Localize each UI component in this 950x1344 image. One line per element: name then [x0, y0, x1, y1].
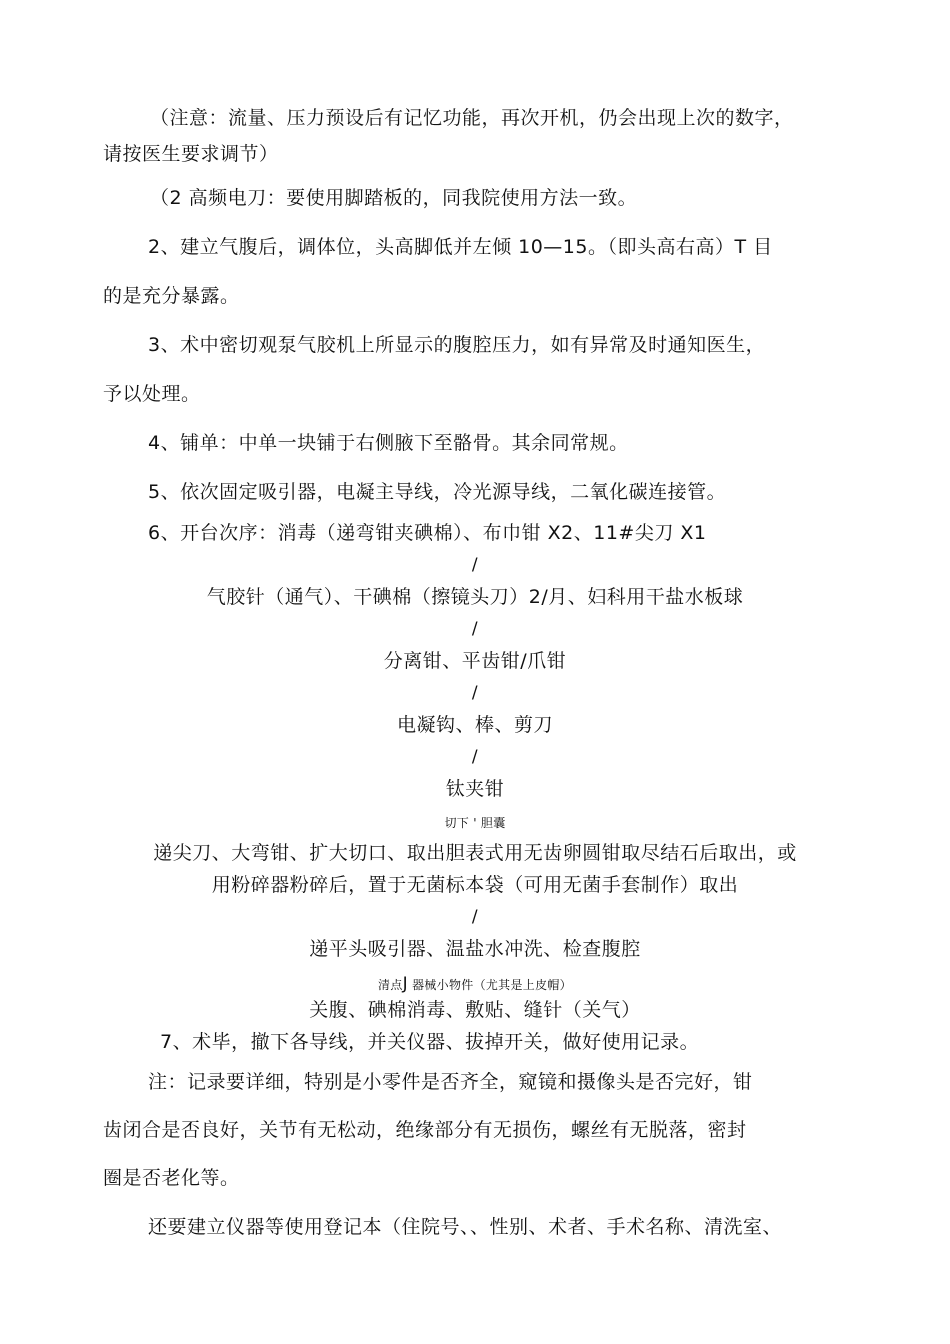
flow-note-cut: 切下 ' 胆囊 [444, 816, 506, 830]
flow-separator: / [471, 747, 479, 767]
flow-separator: / [471, 907, 479, 927]
flow-step-5-line-1: 递尖刀、大弯钳、扩大切口、取出胆表式用无齿卵圆钳取尽结石后取出，或 [153, 842, 797, 864]
flow-note-count-prefix: 清点 [378, 978, 403, 992]
paragraph-note-line-2: 请按医生要求调节） [103, 143, 279, 165]
flow-separator: / [471, 555, 479, 575]
flow-step-4: 钛夹钳 [445, 778, 505, 800]
flow-step-3: 电凝钩、棒、剪刀 [396, 714, 553, 736]
paragraph-step-2-line-1: 2、建立气腹后，调体位，头高脚低并左倾 10—15。（即头高右高）T 目 [148, 236, 773, 258]
flow-note-count [0, 976, 950, 993]
flow-step-2: 分离钳、平齿钳/爪钳 [383, 650, 567, 672]
paragraph-note-line-1: （注意：流量、压力预设后有记忆功能，再次开机，仍会出现上次的数字， [150, 107, 794, 129]
flow-separator: / [471, 619, 479, 639]
paragraph-step-7: 7、术毕，撤下各导线，并关仪器、拔掉开关，做好使用记录。 [160, 1031, 700, 1053]
flow-step-1: 气胶针（通气）、干碘棉（擦镜头刀）2/月、妇科用干盐水板球 [206, 586, 744, 608]
flow-note-count-mark: J [402, 974, 408, 994]
paragraph-note-record-line-3: 圈是否老化等。 [103, 1167, 240, 1189]
paragraph-registration: 还要建立仪器等使用登记本（住院号、、性别、术者、手术名称、清洗室、 [148, 1216, 783, 1238]
flow-separator: / [471, 683, 479, 703]
flow-step-7: 关腹、碘棉消毒、敷贴、缝针（关气） [309, 999, 641, 1021]
paragraph-step-5: 5、依次固定吸引器，电凝主导线，冷光源导线，二氧化碳连接管。 [148, 481, 727, 503]
paragraph-note-record-line-2: 齿闭合是否良好，关节有无松动，绝缘部分有无损伤，螺丝有无脱落，密封 [103, 1119, 747, 1141]
paragraph-step-6: 6、开台次序：消毒（递弯钳夹碘棉）、布巾钳 X2、11#尖刀 X1 [148, 522, 707, 544]
paragraph-electric-knife: （2 高频电刀：要使用脚踏板的，同我院使用方法一致。 [150, 187, 638, 209]
paragraph-step-2-line-2: 的是充分暴露。 [103, 285, 240, 307]
flow-note-count-suffix: 器械小物件（尤其是上皮帽） [407, 978, 572, 992]
paragraph-step-4: 4、铺单：中单一块铺于右侧腋下至骼骨。其余同常规。 [148, 432, 629, 454]
paragraph-step-3-line-2: 予以处理。 [103, 383, 201, 405]
flow-step-6: 递平头吸引器、温盐水冲洗、检查腹腔 [309, 938, 641, 960]
paragraph-step-3-line-1: 3、术中密切观泵气胶机上所显示的腹腔压力，如有异常及时通知医生， [148, 334, 766, 356]
flow-step-5-line-2: 用粉碎器粉碎后，置于无菌标本袋（可用无菌手套制作）取出 [211, 874, 739, 896]
paragraph-note-record-line-1: 注：记录要详细，特别是小零件是否齐全，窥镜和摄像头是否完好，钳 [148, 1071, 753, 1093]
